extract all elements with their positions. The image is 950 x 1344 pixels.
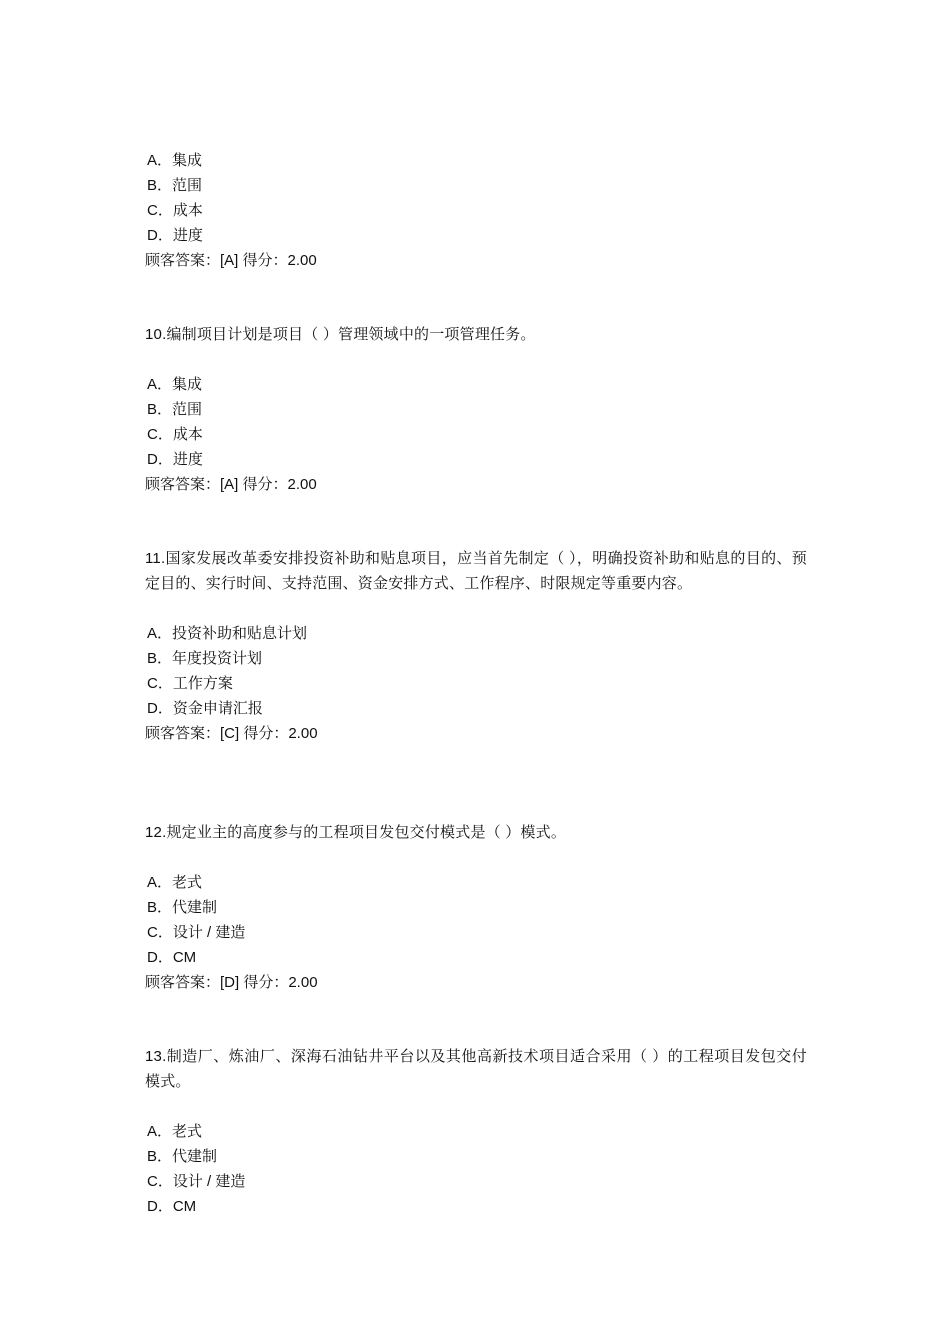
option-b: B．范围 [147, 401, 203, 418]
option-b: B．代建制 [147, 899, 218, 916]
question-block [145, 1044, 810, 1219]
option-d: D．资金申请汇报 [147, 700, 263, 717]
question-text: 11.国家发展改革委安排投资补助和贴息项目，应当首先制定（ ），明确投资补助和贴息的目的、预定目的、实行时间、支持范围、资金安排方式、工作程序、时限规定等重要内容。 [145, 550, 807, 592]
spacer [145, 845, 810, 870]
option-d: D．进度 [147, 227, 203, 244]
option-a: A．老式 [147, 1123, 203, 1140]
option-c: C．工作方案 [147, 675, 233, 692]
option-d: D．CM [147, 949, 197, 966]
spacer [145, 1094, 810, 1119]
option-a: A．投资补助和贴息计划 [147, 625, 308, 642]
question-text: 10.编制项目计划是项目（ ）管理领域中的一项管理任务。 [145, 326, 536, 343]
option-d: D．进度 [147, 451, 203, 468]
option-c: C．成本 [147, 426, 203, 443]
customer-answer: 顾客答案：[D] 得分：2.00 [145, 974, 318, 991]
option-b: B．代建制 [147, 1148, 218, 1165]
option-b: B．范围 [147, 177, 203, 194]
option-a: A．集成 [147, 152, 203, 169]
question-block [145, 820, 810, 995]
option-a: A．集成 [147, 376, 203, 393]
option-d: D．CM [147, 1198, 197, 1215]
customer-answer: 顾客答案：[A] 得分：2.00 [145, 252, 317, 269]
customer-answer: 顾客答案：[A] 得分：2.00 [145, 476, 317, 493]
question-text: 12.规定业主的高度参与的工程项目发包交付模式是（ ）模式。 [145, 824, 567, 841]
question-block [145, 322, 810, 497]
question-text: 13.制造厂、炼油厂、深海石油钻井平台以及其他高新技术项目适合采用（ ）的工程项目发包交付模式。 [145, 1048, 807, 1090]
option-c: C．设计 / 建造 [147, 924, 246, 941]
spacer [145, 596, 810, 621]
option-a: A．老式 [147, 874, 203, 891]
option-c: C．成本 [147, 202, 203, 219]
option-b: B．年度投资计划 [147, 650, 263, 667]
spacer [145, 347, 810, 372]
question-block [145, 148, 810, 273]
option-c: C．设计 / 建造 [147, 1173, 246, 1190]
question-block [145, 546, 810, 746]
customer-answer: 顾客答案：[C] 得分：2.00 [145, 725, 318, 742]
